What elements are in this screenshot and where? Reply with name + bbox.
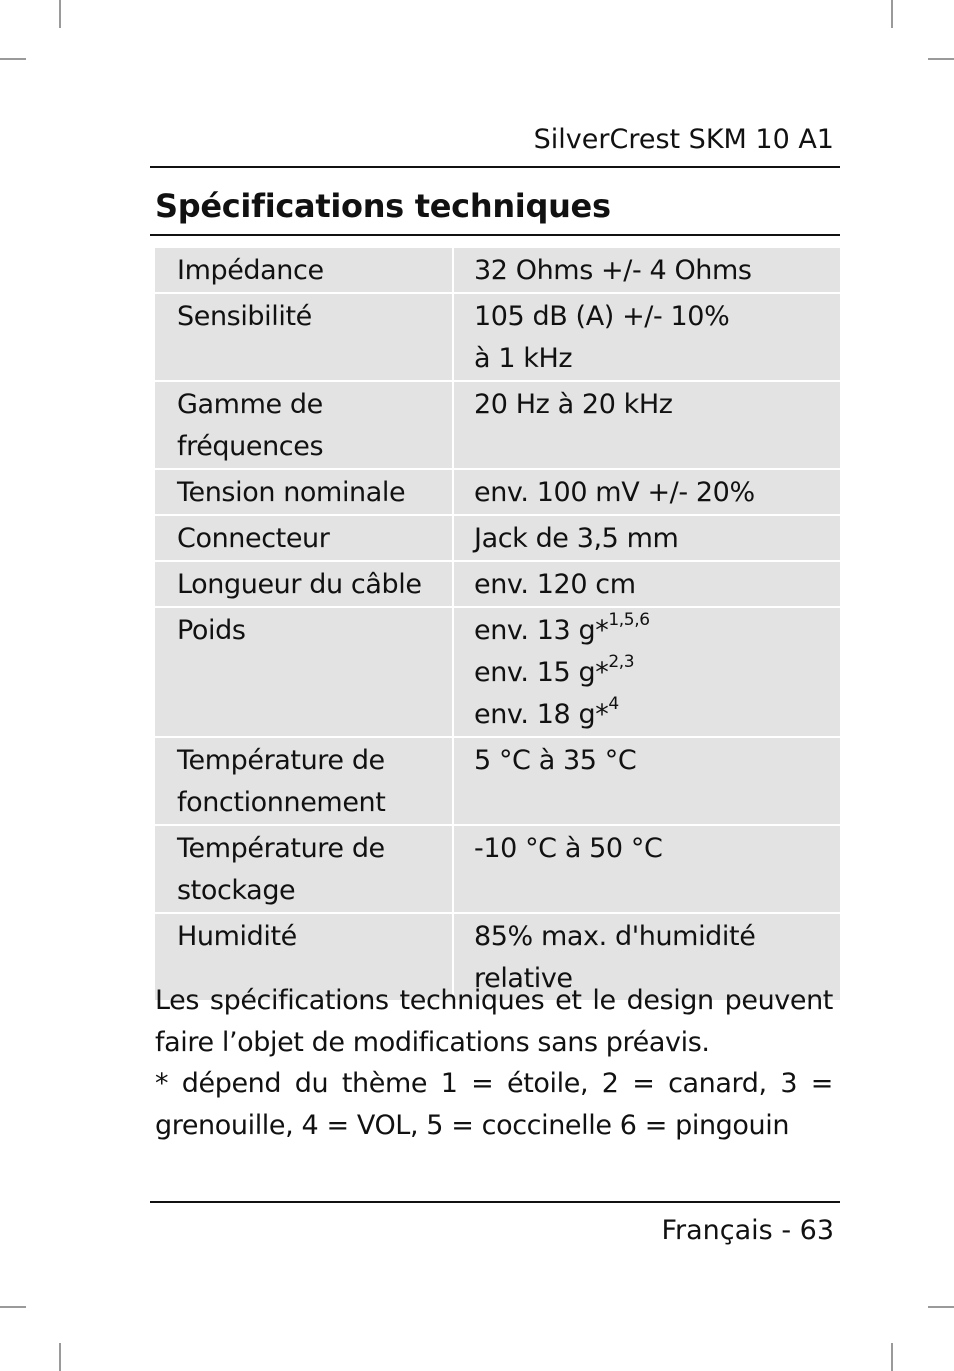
crop-mark [891,0,893,28]
spec-table [155,248,840,1000]
crop-mark [928,58,954,60]
table-row [155,737,840,825]
footnote-ref: 4 [608,694,619,714]
running-header: SilverCrest SKM 10 A1 [533,124,834,155]
weight-line: env. 18 g*$^4$ [474,694,619,730]
crop-mark [59,0,61,28]
spec-label [155,737,453,825]
spec-label: Impédance [155,248,453,293]
page-number: Français - 63 [661,1215,834,1246]
spec-value: Jack de 3,5 mm [453,515,840,561]
footer-rule [150,1201,840,1203]
spec-value-line: relative [474,963,573,994]
spec-label: Poids [155,607,453,737]
footnote-text: * dépend du thème 1 = étoile, 2 = canard, 3 = grenouille, 4 = VOL, 5 = coccinelle 6 = pingouin [155,1068,833,1141]
spec-label [155,825,453,913]
footnote-ref: 1,5,6 [608,610,650,630]
spec-label-line: stockage [177,875,296,906]
spec-value: env. 100 mV +/- 20% [453,469,840,515]
table-row [155,469,840,515]
spec-label: Longueur du câble [155,561,453,607]
spec-value: env. 120 cm [453,561,840,607]
header-rule [150,166,840,168]
disclaimer-text: Les spécifications techniques et le design peuvent faire l’objet de modifications sans préavis. [155,985,833,1058]
crop-mark [0,1306,26,1308]
section-title: Spécifications techniques [155,187,611,225]
weight-line: env. 13 g*$^{1,5,6}$ [474,610,650,646]
title-rule [150,234,840,236]
spec-label: Sensibilité [155,293,453,381]
footnote-ref: 2,3 [608,652,635,672]
crop-mark [0,58,26,60]
spec-value: 20 Hz à 20 kHz [453,381,840,469]
spec-label-line: fréquences [177,431,324,462]
spec-value-line: 105 dB (A) +/- 10% [474,301,730,332]
table-row [155,381,840,469]
spec-value [453,293,840,381]
weight-line: env. 15 g*$^{2,3}$ [474,652,635,688]
spec-label-line: Température de [177,833,385,864]
spec-value: -10 °C à 50 °C [453,825,840,913]
spec-label-line: Gamme de [177,389,323,420]
spec-value-line: 85% max. d'humidité [474,921,756,952]
notes [155,980,833,1146]
spec-label: Humidité [155,913,453,1000]
spec-label: Tension nominale [155,469,453,515]
table-row [155,561,840,607]
table-row [155,248,840,293]
spec-label-line: Température de [177,745,385,776]
spec-label [155,381,453,469]
spec-value [453,607,840,737]
table-row [155,515,840,561]
crop-mark [891,1343,893,1371]
table-row [155,607,840,737]
spec-label: Connecteur [155,515,453,561]
spec-value-line: à 1 kHz [474,343,573,374]
table-row [155,293,840,381]
table-row [155,825,840,913]
spec-value: 5 °C à 35 °C [453,737,840,825]
crop-mark [928,1306,954,1308]
spec-value: 32 Ohms +/- 4 Ohms [474,255,752,286]
spec-label-line: fonctionnement [177,787,386,818]
crop-mark [59,1343,61,1371]
